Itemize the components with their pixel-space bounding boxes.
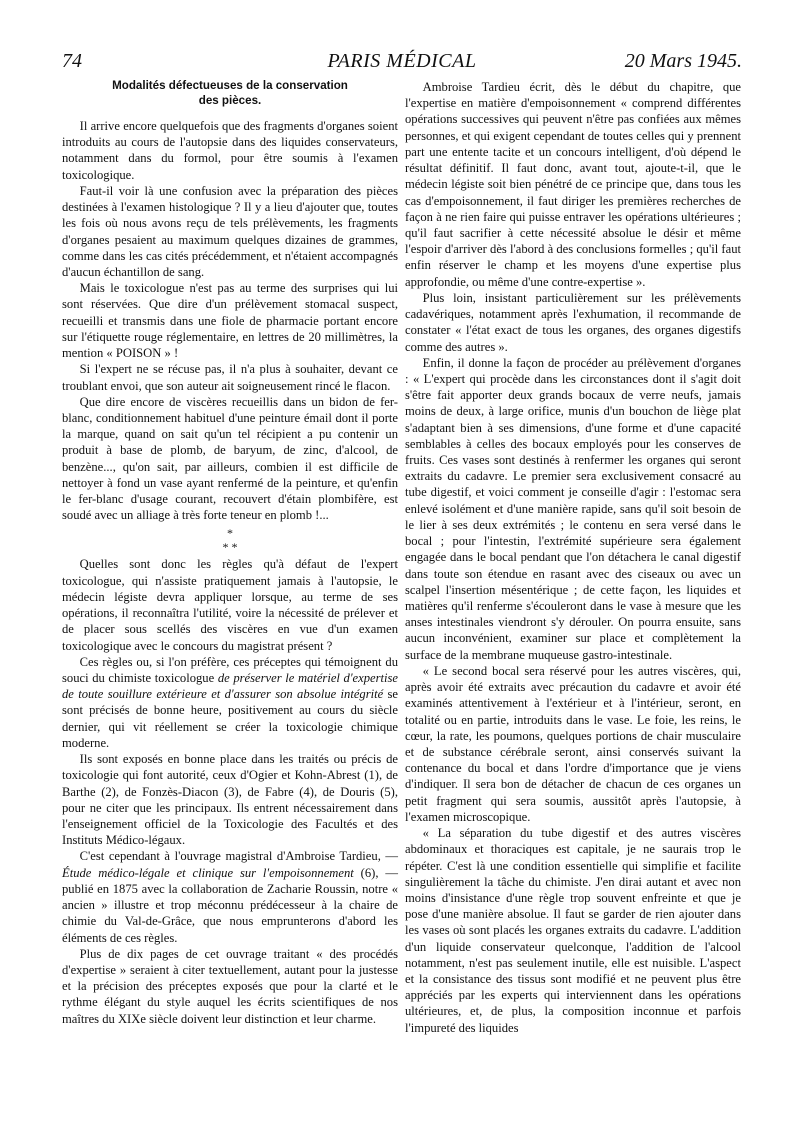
paragraph — [62, 654, 398, 751]
paragraph: Mais le toxicologue n'est pas au terme des surprises qui lui sont réservées. Que dire d'un prélèvement stomacal suspect, recueilli et transmis dans une fiole de pharmacie portant encore sur l'étiquette rouge réglementaire, en lettres de 20 millimètres, la mention « POISON » ! — [62, 281, 398, 361]
text-run: C'est cependant à l'ouvrage magistral d'Ambroise Tardieu, — — [79, 849, 398, 864]
section-heading — [62, 79, 398, 108]
paragraph: Plus loin, insistant particulièrement sur les prélèvements cadavériques, notamment après l'exhumation, il recommande de constater « l'état exact de tous les organes, des organes digestifs comme des autres ». — [405, 290, 741, 354]
section-heading-line2: des pièces. — [198, 93, 262, 107]
book-title: Étude médico-légale et clinique sur l'empoisonnement — [62, 865, 354, 880]
paragraph: Ambroise Tardieu écrit, dès le début du chapitre, que l'expertise en matière d'empoisonnement « comprend différentes opérations successives qui peuvent n'être pas confiées aux mêmes personnes, et qui exigent cependant de toutes celles qui y prennent part une entente tacite et un concours intelligent, d'où dépend le résultat définitif. Il faut donc, avant tout, ajoute-t-il, que le médecin légiste soit bien pénétré de ce principe que, dans tous les cas d'empoisonnement, il faut diriger les premières recherches de façon à ne rien faire qui puisse entraver les opérations ultérieures ; qu'il faut sacrifier à cette nécessité absolue le désir et même l'espoir d'arriver dès l'abord à des conclusions formelles ; qu'il faut enfin réserver le champ et les moyens d'une expertise plus approfondie, ou même d'une contre-expertise ». — [405, 80, 741, 289]
paragraph: Enfin, il donne la façon de procéder au prélèvement d'organes : « L'expert qui procède dans les circonstances dont il s'agit doit s'être fait apporter deux grands bocaux de verre neufs, jamais moins de deux, à large orifice, munis d'un bouchon de liège plat s'adaptant bien à ses dimensions, d'une forme et d'une capacité semblables à celles des bocaux employés pour les conserves de fruits. Ces vases sont destinés à renfermer les organes qui seront extraits du cadavre. Le premier sera exclusivement consacré au tube digestif, et voici comment je conseille d'agir : l'estomac sera enlevé isolément et d'une manière rapide, sans qu'il soit besoin de le lier à ses deux extrémités ; le contenu en sera versé dans le bocal ; pour l'intestin, l'extrémité supérieure sera également engagée dans le bocal pendant que l'on détachera le canal digestif dans toute son étendue en rasant avec des ciseaux ou avec un scalpel l'insertion mésentérique ; de cette façon, les liquides et matières qu'il renferme s'écouleront dans le vase à mesure que les anses intestinales viendront s'y dérouler. On pourra ensuite, sans aucun inconvénient, examiner sur place et complètement la surface de la membrane muqueuse gastro-intestinale. — [405, 355, 741, 662]
text-run: Ces règles ou, si l'on préfère, ces préceptes qui témoignent du souci du chimiste toxicologue — [62, 654, 398, 685]
paragraph: Faut-il voir là une confusion avec la préparation des pièces destinées à l'examen histologique ? Il y a lieu d'ajouter que, toutes les fois où nous avons reçu de tels prélèvements, les fragments d'organes pesaient au maximum quelques dizaines de grammes, comme dans les cas cités précédemment, et n'étaient accompagnés d'aucun échantillon de sang. — [62, 183, 398, 279]
paragraph: Quelles sont donc les règles qu'à défaut de l'expert toxicologue, qui n'assiste pratiquement jamais à l'autopsie, le médecin légiste devra appliquer lorsque, au terme de ses opérations, il reconnaîtra l'utilité, voire la nécessité de prélever et de placer sous scellés des viscères en vue d'un examen toxicologique avec le concours du magistrat présent ? — [62, 557, 398, 653]
paragraph: Si l'expert ne se récuse pas, il n'a plus à souhaiter, devant ce troublant envoi, que son auteur ait soigneusement rincé le flacon. — [62, 362, 398, 393]
paragraph: Plus de dix pages de cet ouvrage traitant « des procédés d'expertise » seraient à citer textuellement, autant pour la justesse et la précision des préceptes exposés que pour la clarté et le rythme élégant du style auquel les écrits scientifiques de nos maîtres du XIXe siècle doivent leur distinction et leur charme. — [62, 946, 398, 1026]
section-separator: * * * — [222, 526, 238, 555]
paragraph: Il arrive encore quelquefois que des fragments d'organes soient introduits au cours de l'autopsie dans des liquides conservateurs, notamment dans du formol, pour être soumis à l'examen toxicologique. — [62, 119, 398, 182]
paragraph: Que dire encore de viscères recueillis dans un bidon de fer-blanc, conditionnement habituel d'une peinture émail dont il porte la marque, quand on sait qu'un tel récipient a pu contenir un produit à base de plomb, de baryum, de zinc, d'alcool, de benzène..., qu'on sait, par ailleurs, combien il est difficile de nettoyer à fond un vase ayant renfermé de la peinture, et qu'enfin le fer-blanc d'usage courant, recouvert d'étain plombifère, est soudé avec un alliage à très forte teneur en plomb !... — [62, 394, 398, 523]
paragraph: Ils sont exposés en bonne place dans les traités ou précis de toxicologie qui font autorité, ceux d'Ogier et Kohn-Abrest (1), de Barthe (2), de Fonzès-Diacon (3), de Fabre (4), de Douris (5), pour ne citer que les principaux. Ils entrent nécessairement dans l'enseignement officiel de la Toxicologie des Facultés et des Instituts Médico-légaux. — [62, 752, 398, 848]
journal-title: PARIS MÉDICAL — [327, 50, 477, 72]
italic-quote: de préserver le matériel d'expertise de toute souillure extérieure et d'assurer son absolue intégrité — [62, 671, 398, 702]
right-column — [405, 79, 741, 1036]
text-run: (6), — publié en 1875 avec la collaboration de Zacharie Roussin, notre « ancien » illustre et trop méconnu prédécesseur à la chaire de chimie du Val-de-Grâce, que nous emprunterons d'abord les éléments de ces règles. — [62, 865, 398, 945]
issue-date: 20 Mars 1945. — [624, 50, 742, 72]
page-header — [62, 50, 742, 74]
section-heading-line1: Modalités défectueuses de la conservation — [112, 79, 348, 92]
paragraph: « La séparation du tube digestif et des autres viscères abdominaux et thoraciques est capitale, je ne saurais trop le répéter. C'est là une condition essentielle qui simplifie et facilite singulièrement la tâche du chimiste. J'en dirai autant et avec non moins d'insistance d'une règle trop souvent enfreinte et que je pose d'une manière absolue. Il faut se garder de rien ajouter dans les vases où sont placés les organes extraits du cadavre. L'addition d'un liquide conservateur quelconque, l'addition de l'alcool notamment, n'est pas seulement inutile, elle est nuisible. L'aspect et la consistance des tissus sont modifié et ne peuvent plus être appréciés par les experts qui interviennent dans les opérations ultérieures, et, de plus, la composition inconnue et parfois l'impureté des liquides — [405, 826, 741, 1035]
paragraph: « Le second bocal sera réservé pour les autres viscères, qui, après avoir été extraits avec précaution du cadavre et avoir été examinés attentivement à l'extérieur et à l'intérieur, seront, en totalité ou en partie, introduits dans le vase. Le foie, les reins, le cœur, la rate, les poumons, quelques portions de chair musculaire et de substance cérébrale seront, ainsi conservés suivant la contenance du bocal et dans l'ordre d'importance que je viens d'indiquer. Il sera bon de détacher de chacun de ces organes un petit fragment qui sera soumis, aussitôt après l'autopsie, à l'examen microscopique. — [405, 663, 741, 824]
page-number: 74 — [62, 50, 82, 72]
paragraph — [62, 848, 398, 945]
left-column — [62, 79, 398, 1027]
text-run: se sont précisés de bonne heure, positivement au cours du siècle dernier, qui vit réellement se créer la toxicologie chimique moderne. — [62, 687, 399, 750]
